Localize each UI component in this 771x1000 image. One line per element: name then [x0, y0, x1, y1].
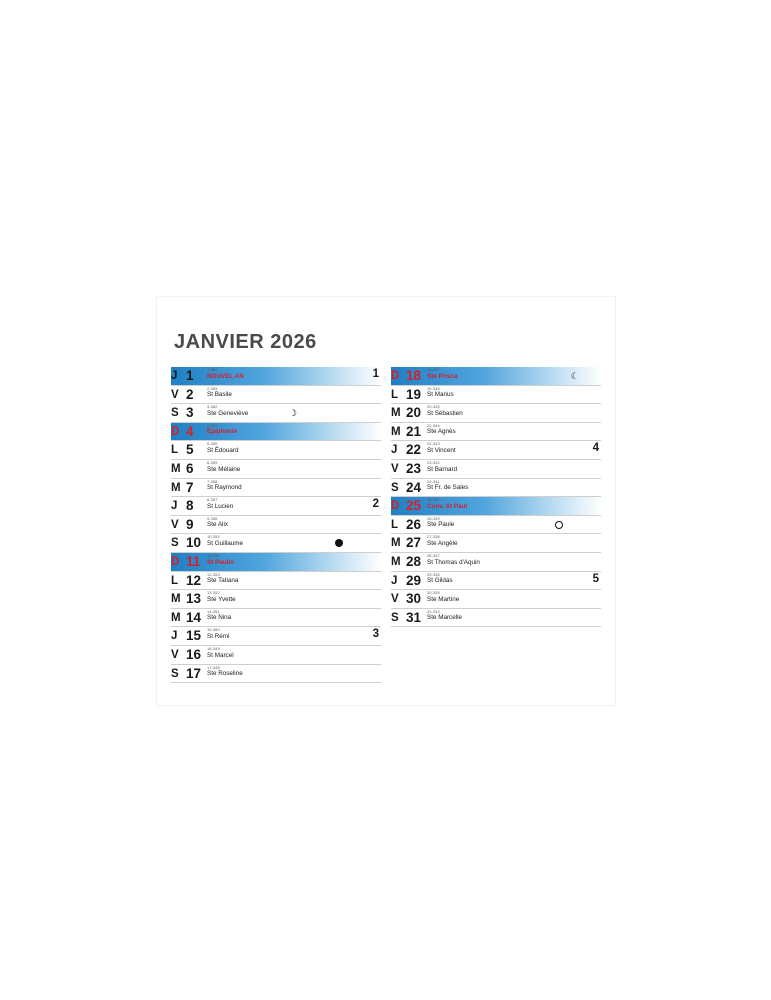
day-ordinal-label: 20-345 [427, 404, 440, 410]
day-detail-cell [207, 367, 381, 380]
saint-name-label: Ste Prisca [427, 372, 458, 380]
day-detail-cell [207, 572, 381, 585]
day-ordinal-label: 22-343 [427, 441, 440, 447]
saint-name-label: Ste Geneviève [207, 409, 249, 417]
day-detail-cell [427, 516, 601, 529]
day-of-week-label: L [171, 574, 179, 587]
day-detail-cell [207, 553, 381, 566]
day-ordinal-label: 19-346 [427, 385, 440, 391]
day-number-label: 6 [186, 460, 194, 476]
day-number-label: 2 [186, 386, 194, 402]
day-detail-cell [207, 386, 381, 399]
week-number-label: 2 [372, 498, 379, 511]
saint-name-label: St Basile [207, 391, 232, 399]
saint-name-label: St Gildas [427, 577, 453, 585]
saint-name-label: St Vincent [427, 446, 456, 454]
day-number-label: 22 [406, 442, 422, 458]
day-ordinal-label: 7-358 [207, 478, 218, 484]
day-of-week-label: J [391, 444, 398, 457]
day-of-week-label: M [391, 555, 401, 568]
day-of-week-label: D [171, 555, 180, 568]
saint-name-label: St Marius [427, 391, 454, 399]
calendar-day-row [171, 423, 381, 442]
saint-name-label: Ste Alix [207, 521, 228, 529]
day-ordinal-label: 15-350 [207, 627, 220, 633]
calendar-day-row [391, 386, 601, 405]
day-detail-cell [207, 479, 381, 492]
day-ordinal-label: 11-354 [207, 552, 220, 558]
day-ordinal-label: 17-348 [207, 664, 220, 670]
day-ordinal-label: 23-342 [427, 459, 440, 465]
day-number-label: 7 [186, 479, 194, 495]
day-detail-cell [427, 441, 601, 454]
day-detail-cell [427, 572, 601, 585]
day-detail-cell [207, 534, 381, 547]
saint-name-label: St Marcel [207, 651, 234, 659]
day-of-week-label: V [171, 388, 179, 401]
day-ordinal-label: 2-363 [207, 385, 218, 391]
day-of-week-label: S [391, 611, 399, 624]
day-of-week-label: L [391, 518, 399, 531]
day-detail-cell [207, 404, 381, 417]
day-number-label: 12 [186, 572, 202, 588]
day-number-label: 4 [186, 423, 194, 439]
day-number-label: 25 [406, 498, 422, 514]
calendar-day-row [171, 497, 381, 516]
saint-name-label: St Sébastien [427, 409, 463, 417]
saint-name-label: St Raymond [207, 484, 242, 492]
day-detail-cell [427, 423, 601, 436]
moon-new-icon [335, 539, 343, 547]
day-number-label: 11 [186, 553, 201, 569]
calendar-day-row [171, 460, 381, 479]
calendar-day-row [171, 609, 381, 628]
calendar-day-row [171, 367, 381, 386]
day-number-label: 15 [186, 628, 202, 644]
saint-name-label: Conv. St Paul [427, 502, 468, 510]
calendar-day-row [171, 553, 381, 572]
day-detail-cell [427, 534, 601, 547]
saint-name-label: NOUVEL AN [207, 372, 244, 380]
day-detail-cell [207, 665, 381, 678]
calendar-day-row [171, 386, 381, 405]
calendar-day-row [391, 441, 601, 460]
day-of-week-label: V [391, 462, 399, 475]
day-ordinal-label: 12-353 [207, 571, 220, 577]
calendar-page [157, 297, 615, 705]
day-number-label: 14 [186, 609, 202, 625]
day-detail-cell [427, 386, 601, 399]
day-detail-cell [427, 460, 601, 473]
day-number-label: 17 [186, 665, 202, 681]
saint-name-label: St Lucien [207, 502, 234, 510]
day-ordinal-label: 8-357 [207, 497, 218, 503]
calendar-day-row [171, 441, 381, 460]
saint-name-label: St Rémi [207, 632, 230, 640]
day-ordinal-label: 1-364 [207, 367, 218, 372]
day-of-week-label: S [171, 667, 179, 680]
moon-last-quarter-icon: ☽ [288, 408, 297, 418]
saint-name-label: Ste Agnès [427, 428, 456, 436]
calendar-day-row [171, 646, 381, 665]
day-number-label: 1 [186, 368, 194, 383]
saint-name-label: Ste Mélaine [207, 465, 241, 473]
calendar-column-right [391, 367, 601, 683]
calendar-day-row [391, 590, 601, 609]
day-of-week-label: M [171, 481, 181, 494]
day-detail-cell [427, 553, 601, 566]
day-number-label: 16 [186, 646, 202, 662]
calendar-day-row [171, 665, 381, 684]
day-number-label: 21 [406, 423, 422, 439]
day-of-week-label: M [391, 425, 401, 438]
saint-name-label: St Édouard [207, 446, 239, 454]
calendar-day-row [391, 516, 601, 535]
calendar-day-row [391, 553, 601, 572]
day-ordinal-label: 3-362 [207, 404, 218, 410]
day-ordinal-label: 6-359 [207, 459, 218, 465]
day-number-label: 9 [186, 516, 194, 532]
saint-name-label: Ste Roseline [207, 670, 243, 678]
saint-name-label: Ste Tatiana [207, 577, 239, 585]
day-number-label: 8 [186, 498, 194, 514]
day-of-week-label: S [171, 537, 179, 550]
week-number-label: 5 [592, 572, 599, 585]
day-of-week-label: J [391, 574, 398, 587]
day-of-week-label: V [391, 593, 399, 606]
saint-name-label: St Thomas d'Aquin [427, 558, 480, 566]
calendar-day-row [391, 404, 601, 423]
day-of-week-label: J [171, 630, 178, 643]
day-of-week-label: V [171, 648, 179, 661]
saint-name-label: St Fr. de Sales [427, 484, 469, 492]
calendar-day-row [171, 590, 381, 609]
day-number-label: 19 [406, 386, 422, 402]
day-ordinal-label: 18-347 [427, 367, 440, 372]
moon-first-quarter-icon: ☾ [570, 371, 579, 380]
calendar-day-row [171, 404, 381, 423]
day-of-week-label: D [171, 425, 180, 438]
day-ordinal-label: 10-355 [207, 534, 220, 540]
moon-full-icon [555, 521, 563, 529]
page-title: JANVIER 2026 [174, 331, 317, 353]
week-number-label: 4 [592, 442, 599, 455]
day-number-label: 26 [406, 516, 422, 532]
calendar-day-row [171, 479, 381, 498]
day-of-week-label: D [391, 370, 400, 382]
day-detail-cell [427, 404, 601, 417]
day-of-week-label: V [171, 518, 179, 531]
calendar-day-row [171, 627, 381, 646]
day-number-label: 24 [406, 479, 422, 495]
day-of-week-label: M [171, 593, 181, 606]
day-of-week-label: S [391, 481, 399, 494]
day-number-label: 31 [406, 609, 422, 625]
day-detail-cell [207, 423, 381, 436]
day-ordinal-label: 5-360 [207, 441, 218, 447]
saint-name-label: St Paulin [207, 558, 234, 566]
saint-name-label: Ste Angèle [427, 539, 458, 547]
day-detail-cell [207, 590, 381, 603]
calendar-day-row [391, 497, 601, 516]
day-number-label: 23 [406, 460, 422, 476]
day-detail-cell [207, 441, 381, 454]
day-ordinal-label: 26-339 [427, 515, 440, 521]
day-detail-cell [207, 460, 381, 473]
day-ordinal-label: 30-335 [427, 590, 440, 596]
day-detail-cell [207, 646, 381, 659]
calendar-day-row [391, 460, 601, 479]
week-number-label: 1 [372, 368, 379, 380]
day-detail-cell [427, 497, 601, 510]
day-number-label: 29 [406, 572, 422, 588]
day-ordinal-label: 28-337 [427, 552, 440, 558]
day-of-week-label: J [171, 500, 178, 513]
saint-name-label: Ste Marcelle [427, 614, 462, 622]
day-ordinal-label: 25-340 [427, 497, 440, 503]
day-ordinal-label: 29-336 [427, 571, 440, 577]
day-of-week-label: D [391, 500, 400, 513]
calendar-column-left [171, 367, 381, 683]
day-ordinal-label: 14-351 [207, 608, 220, 614]
saint-name-label: Ste Paule [427, 521, 455, 529]
day-number-label: 18 [406, 368, 422, 383]
day-ordinal-label: 24-341 [427, 478, 440, 484]
saint-name-label: Épiphanie [207, 428, 238, 436]
day-detail-cell [427, 479, 601, 492]
saint-name-label: Ste Martine [427, 595, 460, 603]
day-of-week-label: M [171, 462, 181, 475]
day-detail-cell [207, 609, 381, 622]
day-detail-cell [427, 609, 601, 622]
calendar-day-row [391, 479, 601, 498]
day-detail-cell [207, 497, 381, 510]
day-number-label: 28 [406, 553, 422, 569]
day-of-week-label: S [171, 407, 179, 420]
day-ordinal-label: 21-344 [427, 422, 440, 428]
day-of-week-label: J [171, 370, 178, 382]
day-number-label: 27 [406, 535, 422, 551]
saint-name-label: Ste Nina [207, 614, 232, 622]
day-detail-cell [207, 627, 381, 640]
saint-name-label: St Barnard [427, 465, 458, 473]
calendar-day-row [171, 534, 381, 553]
day-number-label: 3 [186, 405, 194, 421]
day-of-week-label: L [171, 444, 179, 457]
day-detail-cell [427, 590, 601, 603]
saint-name-label: St Guillaume [207, 539, 244, 547]
day-number-label: 13 [186, 591, 202, 607]
day-detail-cell [427, 367, 601, 380]
calendar-day-row [391, 609, 601, 628]
day-detail-cell [207, 516, 381, 529]
day-ordinal-label: 31-334 [427, 608, 440, 614]
day-number-label: 10 [186, 535, 202, 551]
day-number-label: 30 [406, 591, 422, 607]
day-number-label: 20 [406, 405, 422, 421]
day-ordinal-label: 4-361 [207, 422, 218, 428]
day-of-week-label: L [391, 388, 399, 401]
saint-name-label: Ste Yvette [207, 595, 236, 603]
week-number-label: 3 [372, 628, 379, 641]
calendar-day-row [171, 516, 381, 535]
calendar-day-row [171, 572, 381, 591]
day-of-week-label: M [171, 611, 181, 624]
calendar-day-row [391, 367, 601, 386]
day-of-week-label: M [391, 407, 401, 420]
calendar-day-row [391, 534, 601, 553]
day-number-label: 5 [186, 442, 194, 458]
calendar-columns [157, 367, 615, 683]
day-ordinal-label: 13-352 [207, 590, 220, 596]
day-ordinal-label: 16-349 [207, 645, 220, 651]
day-ordinal-label: 9-356 [207, 515, 218, 521]
day-of-week-label: M [391, 537, 401, 550]
day-ordinal-label: 27-338 [427, 534, 440, 540]
calendar-day-row [391, 423, 601, 442]
calendar-day-row [391, 572, 601, 591]
